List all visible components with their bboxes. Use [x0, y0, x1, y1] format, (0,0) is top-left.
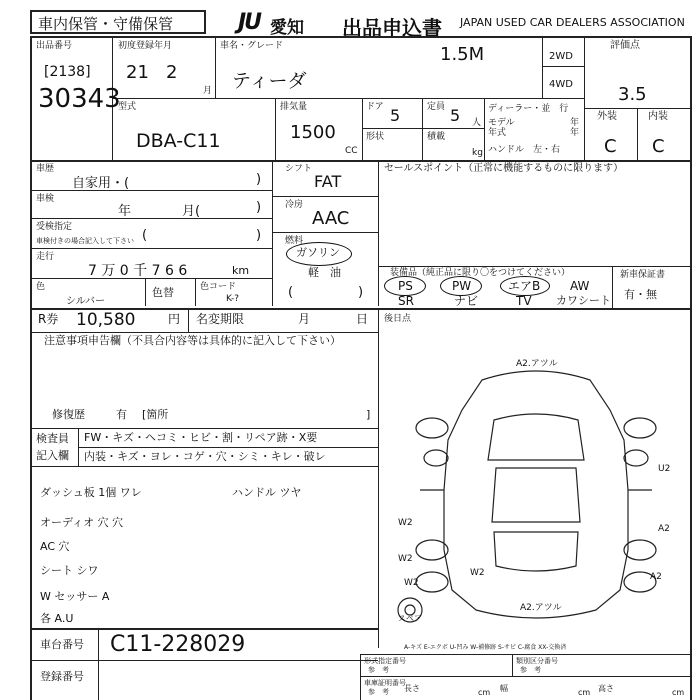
drive-4wd: 4WD — [549, 79, 573, 90]
model-value: DBA-C11 — [136, 130, 221, 152]
note-line: AC 穴 — [40, 540, 70, 553]
damage-mark: W2 — [398, 518, 413, 528]
divider — [362, 98, 363, 160]
equipment-leather-seat: カワシート — [556, 294, 611, 307]
car-name: ティーダ — [232, 70, 307, 92]
recycle-value: 10,580 — [76, 310, 136, 330]
history-close: ) — [256, 172, 262, 187]
rating-label: 評価点 — [610, 40, 640, 51]
divider — [30, 332, 378, 333]
equipment-tv: TV — [516, 294, 532, 308]
recycle-unit: 円 — [168, 312, 181, 326]
circle-ps — [384, 276, 426, 296]
transfer-open: ( — [142, 228, 148, 243]
exterior-label: 外装 — [597, 111, 617, 122]
fuel-open: ( — [288, 285, 294, 300]
class-ref: 参 考 — [520, 666, 541, 674]
transfer-close: ) — [256, 228, 262, 243]
association-name: JAPAN USED CAR DEALERS ASSOCIATION — [460, 16, 685, 29]
divider — [195, 278, 196, 306]
inspection-label: 車検 — [36, 194, 55, 204]
displacement-value: 1500 — [290, 122, 336, 143]
divider — [98, 628, 99, 700]
doors-value: 5 — [390, 106, 401, 125]
damage-legend: A-キズ E-エクボ U-凹み W-補修跡 S-サビ C-腐食 XX-交換済 — [404, 644, 567, 651]
region-name: 愛知 — [270, 18, 304, 38]
recycle-label: R券 — [38, 312, 59, 326]
damage-mark: A2 — [650, 572, 662, 582]
right-frame — [690, 36, 692, 700]
dealer-line: ディーラー・並 行 — [488, 104, 569, 114]
color-code: K-? — [226, 294, 239, 304]
color-label: 色 — [36, 282, 46, 292]
top-label: 車内保管・守備保管 — [38, 15, 174, 33]
divider — [78, 428, 79, 466]
garage-cert-label: 車庫証明番号 — [364, 679, 406, 687]
divider — [512, 654, 513, 676]
repair-label: 修復歴 — [52, 408, 85, 421]
repair-close: ] — [366, 408, 371, 421]
first-registration-label: 初度登録年月 — [118, 41, 173, 51]
divider — [30, 160, 692, 162]
inspector-entry-label: 記入欄 — [36, 449, 69, 462]
divider — [360, 654, 361, 700]
length-unit: cm — [478, 688, 491, 697]
dealer-year-suffix: 年 — [570, 128, 580, 138]
displacement-unit: CC — [345, 146, 358, 156]
inspector-row-fw: FW・キズ・ヘコミ・ヒビ・割・リペア跡・X要 — [84, 431, 318, 444]
divider — [612, 266, 613, 308]
cert-label: 形式指定番号 — [364, 657, 406, 665]
plate-label: 登録番号 — [40, 670, 84, 683]
interior-grade: C — [652, 136, 665, 157]
divider — [484, 98, 485, 160]
divider — [378, 308, 379, 648]
capacity-value: 5 — [450, 106, 461, 125]
divider — [272, 196, 378, 197]
interior-label: 内装 — [648, 111, 668, 122]
ac-value: AAC — [312, 208, 350, 229]
rating-score: 3.5 — [618, 84, 647, 105]
cert-ref: 参 考 — [368, 666, 389, 674]
divider — [272, 160, 273, 306]
height-unit: cm — [672, 688, 685, 697]
damage-mark: W2 — [398, 554, 413, 564]
displacement-label: 排気量 — [280, 102, 308, 112]
divider — [542, 66, 584, 67]
divider — [215, 36, 216, 98]
history-value: 自家用・( — [72, 176, 130, 191]
width-label: 幅 — [500, 684, 508, 693]
transfer-label: 受検指定 — [36, 222, 73, 232]
divider — [362, 128, 484, 129]
shape-label: 形状 — [366, 132, 385, 142]
expiry-label: 名変期限 — [196, 312, 245, 326]
registration-year: 21 — [126, 62, 149, 83]
divider — [422, 98, 423, 160]
inspection-close: ) — [256, 200, 262, 215]
equipment-aw: AW — [570, 279, 590, 293]
damage-mark: U2 — [658, 464, 671, 474]
divider — [272, 232, 378, 233]
length-label: 長さ — [404, 684, 420, 693]
form-title: 出品申込書 — [342, 16, 442, 40]
divider — [30, 660, 378, 661]
notes-label: 注意事項申告欄（不具合内容等は具体的に記入して下さい） — [44, 334, 341, 347]
garage-ref: 参 考 — [368, 688, 389, 696]
divider — [188, 308, 189, 332]
equipment-ps: PS — [398, 279, 413, 293]
damage-mark: A2.アツル — [520, 603, 562, 613]
capacity-unit: 人 — [472, 118, 482, 128]
divider — [360, 654, 690, 655]
circle-pw — [440, 276, 482, 296]
registration-month-unit: 月 — [203, 86, 213, 96]
chassis-label: 車台番号 — [40, 638, 84, 651]
note-line: ダッシュ板 1個 ワレ — [40, 486, 142, 499]
inspection-year: 年 — [118, 204, 132, 219]
shift-value: FAT — [314, 172, 342, 191]
repair-value: 有 — [116, 408, 127, 421]
chassis-number: C11-228029 — [110, 632, 246, 657]
mileage-value: 7 万 0 千 7 6 6 — [88, 263, 188, 279]
damage-mark: A2 — [658, 524, 670, 534]
damage-mark: W2 — [404, 578, 419, 588]
fuel-light-oil: 軽 油 — [308, 266, 341, 279]
exterior-grade: C — [604, 136, 617, 157]
divider — [30, 218, 272, 219]
color-code-label: 色コード — [200, 282, 237, 292]
divider — [30, 190, 272, 191]
mileage-label: 走行 — [36, 252, 55, 262]
divider — [360, 676, 690, 677]
spare-tire-label: スペア — [398, 614, 422, 623]
divider — [378, 266, 690, 267]
capacity-label: 定員 — [427, 102, 446, 112]
warranty-value: 有・無 — [624, 288, 657, 301]
note-line: シート シワ — [40, 564, 99, 577]
divider — [30, 248, 272, 249]
color-value: シルバー — [66, 296, 106, 307]
inspector-label: 検査員 — [36, 432, 69, 445]
sales-point-label: セールスポイント（正常に機能するものに限ります） — [384, 163, 624, 174]
class-label: 類別区分番号 — [516, 657, 558, 665]
after-point-label: 後日点 — [384, 314, 412, 324]
expiry-month: 月 — [298, 312, 311, 326]
divider — [145, 278, 146, 306]
load-label: 積載 — [427, 132, 446, 142]
divider — [378, 160, 379, 306]
divider — [30, 428, 378, 429]
divider — [584, 36, 585, 160]
car-name-label: 車名・グレード — [220, 41, 284, 51]
expiry-day: 日 — [356, 312, 369, 326]
divider — [78, 447, 378, 448]
load-unit: kg — [472, 148, 483, 158]
ju-logo: JU — [238, 10, 261, 35]
circle-airbag — [500, 276, 550, 296]
dealer-model-label: モデル — [488, 118, 515, 128]
car-grade: 1.5M — [440, 44, 485, 65]
registration-month: 2 — [166, 62, 178, 83]
fuel-close: ) — [358, 285, 364, 300]
handle-side: ハンドル 左・右 — [488, 145, 561, 155]
shift-label: シフト — [285, 164, 313, 174]
left-frame — [30, 36, 32, 700]
color-change-label: 色替 — [152, 286, 174, 299]
equipment-navi: ナビ — [454, 294, 479, 308]
divider — [275, 98, 276, 160]
inspector-row-interior: 内装・キズ・ヨレ・コゲ・穴・シミ・キレ・破レ — [84, 450, 326, 463]
transfer-note: 車検付きの場合記入して下さい — [36, 237, 134, 245]
repair-place: [箇所 — [142, 408, 169, 421]
fuel-gasoline: ガソリン — [296, 246, 340, 259]
car-damage-diagram — [384, 340, 688, 640]
damage-mark: W2 — [470, 568, 485, 578]
drive-2wd: 2WD — [549, 51, 573, 62]
height-label: 高さ — [598, 684, 614, 693]
width-unit: cm — [578, 688, 591, 697]
history-label: 車歴 — [36, 164, 55, 174]
mileage-unit: km — [232, 264, 250, 277]
equipment-airbag: エアB — [508, 279, 541, 293]
top-frame — [30, 36, 692, 38]
dealer-year-label: 年式 — [488, 128, 507, 138]
divider — [112, 98, 584, 99]
lot-sub-number: [2138] — [44, 64, 91, 80]
note-line: オーディオ 穴 穴 — [40, 516, 124, 529]
model-label: 型式 — [118, 102, 137, 112]
ac-label: 冷房 — [285, 200, 304, 210]
divider — [30, 628, 378, 630]
divider — [542, 36, 543, 98]
note-line: 各 A.U — [40, 612, 74, 625]
note-line: W セッサー A — [40, 590, 110, 603]
equipment-pw: PW — [452, 279, 472, 293]
note-line: ハンドル ツヤ — [232, 486, 302, 499]
dealer-model-suffix: 年 — [570, 118, 580, 128]
warranty-label: 新車保証書 — [620, 270, 666, 280]
damage-mark: A2.アツル — [516, 359, 558, 369]
lot-number-label: 出品番号 — [36, 41, 73, 51]
divider — [30, 466, 378, 467]
equipment-sr: SR — [398, 294, 414, 308]
inspection-month: 月( — [182, 204, 201, 219]
doors-label: ドア — [366, 102, 384, 112]
equipment-label: 装備品（純正品に限り〇をつけてください） — [390, 268, 571, 278]
divider — [637, 108, 638, 160]
fuel-label: 燃料 — [285, 236, 304, 246]
lot-number: 30343 — [38, 84, 121, 114]
